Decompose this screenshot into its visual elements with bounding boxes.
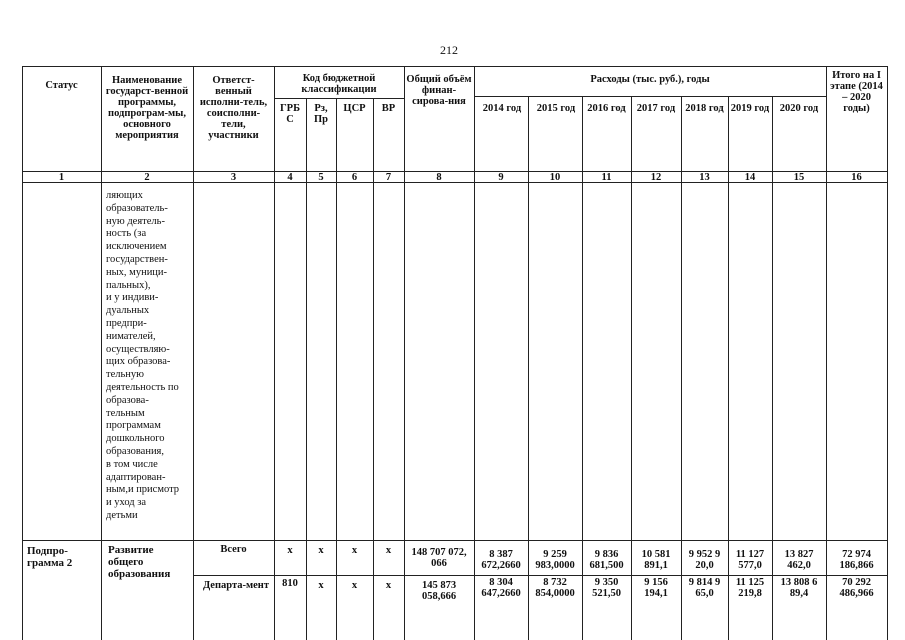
col-number-11: 11 (601, 172, 612, 183)
row-total-2018: 9 952 9 20,0 (688, 549, 721, 571)
continuation-line: в том числе (106, 458, 158, 470)
col-number-10: 10 (549, 172, 561, 183)
continuation-line: адаптирован- (106, 471, 166, 483)
continuation-line: и у индиви- (106, 292, 159, 304)
row-department-rzpr: х (318, 580, 324, 591)
row-department-vr: х (385, 580, 392, 591)
row-department-csr: х (351, 580, 358, 591)
header-csr: ЦСР (343, 103, 366, 114)
header-year-2015: 2015 год (536, 103, 576, 114)
continuation-line: тельную (106, 369, 144, 381)
row-department-2019: 11 125 219,8 (735, 577, 765, 599)
budget-code-subheader-line (274, 98, 404, 99)
row-total-responsible: Всего (220, 544, 247, 555)
continuation-line: исключением (106, 241, 167, 253)
continuation-line: предпри- (106, 317, 147, 329)
table-top-border (22, 66, 887, 67)
continuation-line: тельным (106, 407, 145, 419)
continuation-line: и уход за (106, 497, 147, 509)
row-total-grbs: х (287, 545, 293, 556)
continuation-line: осуществляю- (106, 343, 170, 355)
continuation-line: дуальных (106, 305, 150, 317)
row-total-2020: 13 827 462,0 (784, 549, 814, 571)
col-line-8 (474, 66, 475, 640)
header-budget-code: Код бюджетной классификации (301, 73, 377, 95)
col-number-12: 12 (650, 172, 662, 183)
col-line-16 (887, 66, 888, 640)
header-rzpr: Рз, Пр (313, 103, 328, 125)
col-line-0 (22, 66, 23, 640)
continuation-line: детьми (106, 509, 138, 521)
continuation-line: пальных), (106, 279, 151, 291)
header-status: Статус (45, 80, 78, 91)
row-total-csr: х (351, 545, 358, 556)
col-number-1: 1 (58, 172, 65, 183)
col-number-14: 14 (744, 172, 756, 183)
header-year-2018: 2018 год (685, 103, 724, 114)
row-department-2020: 13 808 6 89,4 (780, 577, 818, 599)
col-number-4: 4 (287, 172, 293, 183)
header-year-2019: 2019 год (730, 103, 770, 114)
header-name: Наименование государст-венной программы, подпрограм-мы, основного мероприятия (105, 75, 189, 141)
row-total-2014: 8 387 672,2660 (481, 549, 521, 571)
continuation-line: ную деятель- (106, 215, 165, 227)
continuation-text (106, 190, 194, 523)
col-number-5: 5 (318, 172, 324, 183)
row-department-responsible: Департа-мент (202, 580, 270, 591)
continuation-line: ным,и присмотр (106, 484, 180, 496)
header-year-2016: 2016 год (587, 103, 626, 114)
continuation-line: дошкольного (106, 433, 165, 445)
page-number: 212 (440, 43, 458, 57)
row-department-grbs: 810 (282, 578, 298, 589)
col-line-15 (826, 66, 827, 640)
header-year-2017: 2017 год (636, 103, 676, 114)
row-department-2016: 9 350 521,50 (592, 577, 621, 599)
header-year-2014: 2014 год (482, 103, 522, 114)
row-total-2019: 11 127 577,0 (735, 549, 765, 571)
continuation-line: ляющих (106, 190, 143, 201)
header-responsible: Ответст-венный исполни-тель, соисполни-тели, участники (199, 75, 268, 141)
continuation-line: ность (за (106, 228, 147, 240)
row-department-2018: 9 814 9 65,0 (688, 577, 721, 599)
row-total-2015: 9 259 983,0000 (535, 549, 575, 571)
row-total-vr: х (385, 545, 392, 556)
continuation-line: щих образова- (106, 356, 171, 368)
col-line-7 (404, 66, 405, 640)
row-department-2014: 8 304 647,2660 (481, 577, 521, 599)
col-number-9: 9 (498, 172, 504, 183)
col-number-16: 16 (851, 172, 862, 183)
continuation-line: ных, муници- (106, 266, 168, 278)
row-total-2017: 10 581 891,1 (641, 549, 671, 571)
continuation-line: образования, (106, 445, 165, 457)
col-number-13: 13 (699, 172, 710, 183)
row-total-stage: 72 974 186,866 (839, 549, 874, 571)
subprogram-top-line (22, 540, 887, 541)
header-year-2020: 2020 год (779, 103, 819, 114)
header-total-stage: Итого на I этапе (2014 – 2020 годы) (830, 70, 883, 114)
row-total-2016: 9 836 681,500 (589, 549, 624, 571)
col-number-8: 8 (436, 172, 442, 183)
col-number-6: 6 (351, 172, 358, 183)
header-grbs: ГРБ С (279, 103, 301, 125)
continuation-line: нимателей, (106, 330, 156, 342)
continuation-line: образова- (106, 394, 149, 406)
row-total-amount: 148 707 072, 066 (411, 547, 467, 569)
header-expenses: Расходы (тыс. руб.), годы (590, 74, 710, 85)
row-total-rzpr: х (318, 545, 324, 556)
continuation-line: государствен- (106, 253, 168, 265)
continuation-line: образователь- (106, 202, 168, 214)
years-subheader-line (474, 96, 826, 97)
row-department-2015: 8 732 854,0000 (535, 577, 575, 599)
row-department-amount: 145 873 058,666 (421, 580, 457, 602)
col-line-1 (101, 66, 102, 640)
department-row-top-line (193, 575, 887, 576)
continuation-line: деятельность по (106, 381, 179, 393)
header-vr: ВР (381, 103, 396, 114)
subprogram-status: Подпро-грамма 2 (27, 545, 73, 569)
continuation-line: программам (106, 420, 161, 432)
row-department-stage: 70 292 486,966 (839, 577, 874, 599)
col-number-2: 2 (144, 172, 150, 183)
subprogram-name: Развитие общего образования (108, 544, 171, 580)
row-department-2017: 9 156 194,1 (644, 577, 668, 599)
col-number-7: 7 (385, 172, 392, 183)
header-total-volume: Общий объём финан-сирова-ния (406, 74, 472, 107)
col-number-15: 15 (793, 172, 805, 183)
col-number-3: 3 (230, 172, 237, 183)
